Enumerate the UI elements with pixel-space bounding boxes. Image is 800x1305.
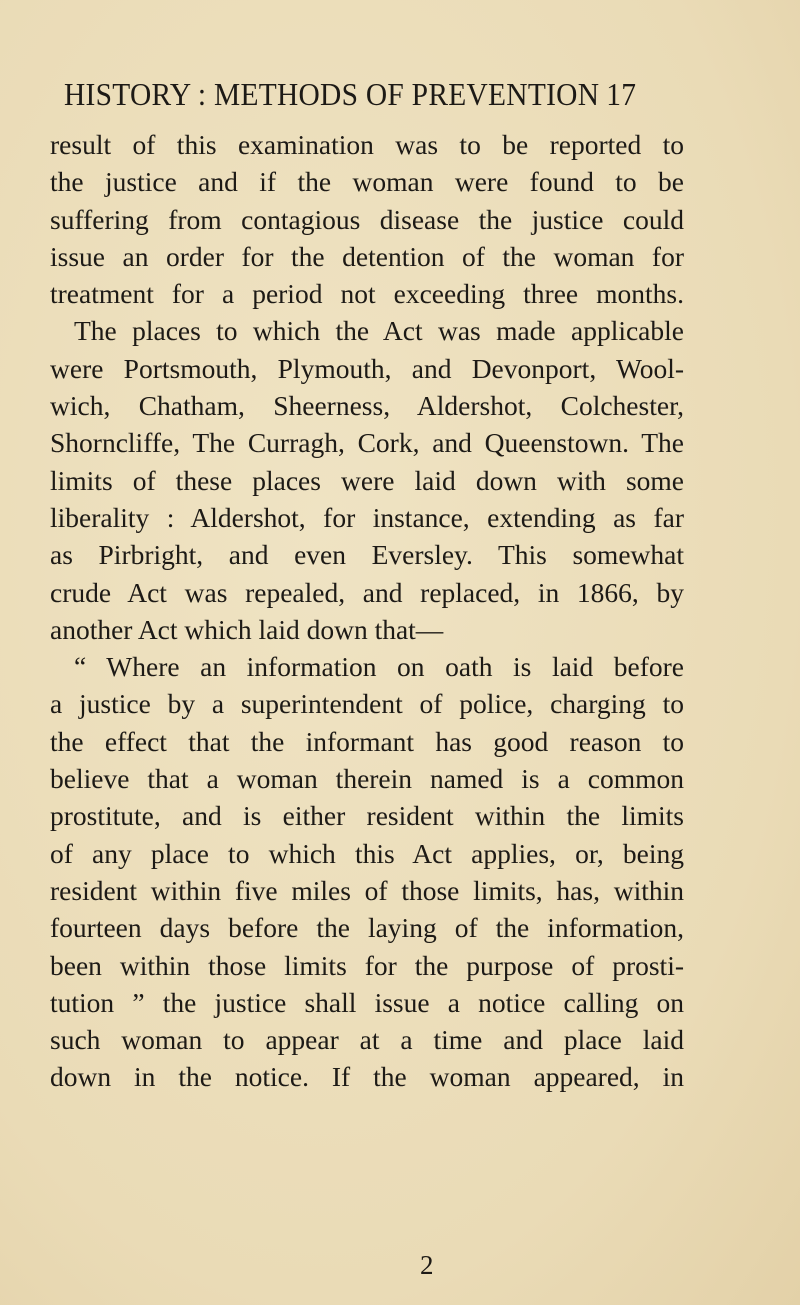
running-title: HISTORY : METHODS OF PREVENTION [64, 76, 600, 112]
text-line: resident within five miles of those limits, has, within [50, 874, 684, 906]
text-line: Shorncliffe, The Curragh, Cork, and Queenstown. The [50, 427, 684, 459]
text-line: prostitute, and is either resident within the limits [50, 800, 684, 832]
text-line: the effect that the informant has good reason to [50, 725, 684, 757]
text-line: liberality : Aldershot, for instance, extending as far [50, 501, 684, 533]
text-line: The places to which the Act was made applicable [74, 315, 684, 347]
text-line: “ Where an information on oath is laid before [74, 651, 684, 683]
signature-mark: 2 [420, 1250, 434, 1280]
body-text [50, 126, 684, 1096]
text-line: limits of these places were laid down with some [50, 464, 684, 496]
text-line: fourteen days before the laying of the information, [50, 912, 684, 944]
text-line: such woman to appear at a time and place laid [50, 1024, 684, 1056]
text-line: believe that a woman therein named is a common [50, 763, 684, 795]
running-header [64, 76, 636, 113]
text-line: treatment for a period not exceeding three months. [50, 278, 684, 310]
text-line: a justice by a superintendent of police, charging to [50, 688, 684, 720]
text-line: of any place to which this Act applies, or, being [50, 837, 684, 869]
page-number: 17 [606, 76, 637, 112]
text-line: been within those limits for the purpose of prosti- [50, 949, 684, 981]
text-line: result of this examination was to be reported to [50, 129, 684, 160]
text-line: suffering from contagious disease the justice could [50, 203, 684, 235]
text-line: crude Act was repealed, and replaced, in 1866, by [50, 576, 684, 608]
text-line: tution ” the justice shall issue a notice calling on [50, 986, 684, 1018]
text-line: were Portsmouth, Plymouth, and Devonport, Wool- [50, 352, 684, 384]
text-line: the justice and if the woman were found to be [50, 166, 684, 198]
text-line: as Pirbright, and even Eversley. This somewhat [50, 539, 684, 571]
text-line: another Act which laid down that— [50, 613, 444, 645]
text-line: down in the notice. If the woman appeared, in [50, 1061, 684, 1093]
text-line: wich, Chatham, Sheerness, Aldershot, Colchester, [50, 390, 684, 422]
text-line: issue an order for the detention of the woman for [50, 240, 684, 272]
